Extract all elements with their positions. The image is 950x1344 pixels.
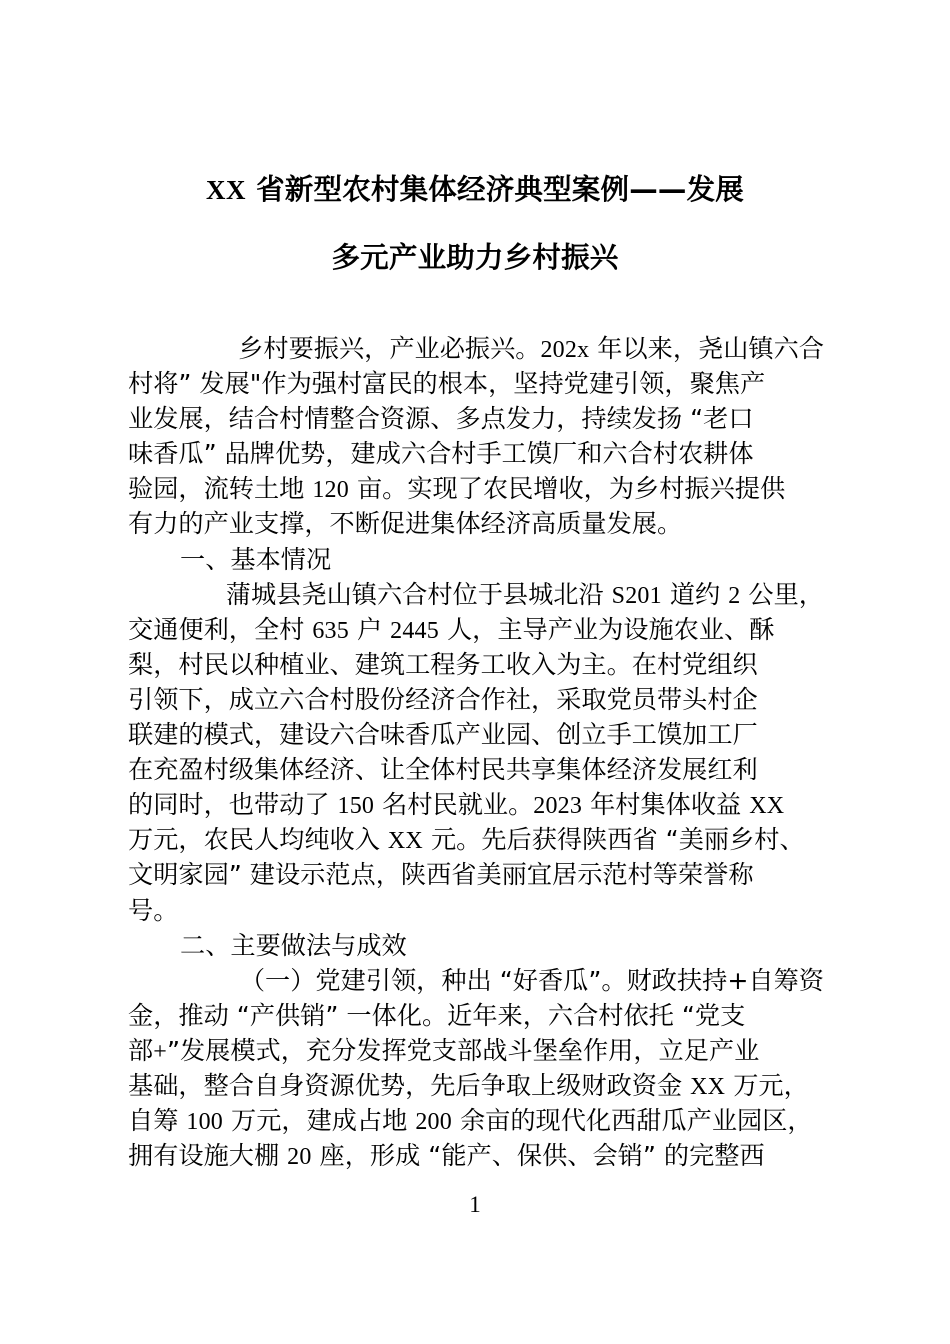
text-line: 万元，农民人均纯收入 XX 元。先后获得陕西省 “美丽乡村、 (128, 825, 805, 855)
text-line: 一、基本情况 (180, 544, 332, 574)
text-line: 文明家园” 建设示范点，陕西省美丽宜居示范村等荣誉称 (128, 860, 754, 890)
title-line-1-text: 省新型农村集体经济典型案例——发展 (245, 173, 745, 206)
text-line: 有力的产业支撑，不断促进集体经济高质量发展。 (128, 509, 683, 539)
text-line: 部+”发展模式，充分发挥党支部战斗堡垒作用，立足产业 (128, 1035, 760, 1065)
text-line: 交通便利，全村 635 户 2445 人，主导产业为设施农业、酥 (128, 614, 775, 644)
document-body (128, 331, 824, 1173)
text-line: 在充盈村级集体经济、让全体村民共享集体经济发展红利 (128, 755, 758, 785)
title-line-1 (128, 168, 822, 212)
text-line: 梨，村民以种植业、建筑工程务工收入为主。在村党组织 (128, 649, 758, 679)
paragraph-intro (128, 331, 824, 542)
text-line: 基础，整合自身资源优势，先后争取上级财政资金 XX 万元， (128, 1070, 809, 1100)
text-line: 验园，流转土地 120 亩。实现了农民增收，为乡村振兴提供 (128, 474, 786, 504)
text-line: 金，推动 “产供销” 一体化。近年来，六合村依托 “党支 (128, 1000, 746, 1030)
line-segment: （一）党建引领，种出 “好香瓜”。财政扶持+自筹资 (239, 965, 824, 995)
text-line (128, 577, 824, 612)
page-number: 1 (469, 1192, 481, 1217)
paragraph-section-2-item-1 (128, 963, 824, 1174)
paragraph-section-1 (128, 577, 824, 928)
text-line: 的同时，也带动了 150 名村民就业。2023 年村集体收益 XX (128, 790, 785, 820)
title-latin-prefix: XX (205, 175, 246, 205)
text-line: 业发展，结合村情整合资源、多点发力，持续发扬 “老口 (128, 404, 754, 434)
text-line: 味香瓜” 品牌优势，建成六合村手工馍厂和六合村农耕体 (128, 439, 754, 469)
text-line: 村将” 发展"作为强村富民的根本，坚持党建引领，聚焦产 (128, 369, 766, 399)
first-line-indent (128, 331, 180, 366)
page-title (128, 168, 822, 279)
line-segment: 蒲城县尧山镇六合村位于县城北沿 S201 道约 2 公里， (225, 579, 824, 609)
text-line (128, 331, 824, 366)
text-line: 自筹 100 万元，建成占地 200 余亩的现代化西甜瓜产业园区， (128, 1106, 813, 1136)
text-line: 引领下，成立六合村股份经济合作社，采取党员带头村企 (128, 684, 758, 714)
section-heading-2 (128, 928, 824, 963)
text-line (128, 963, 824, 998)
first-line-indent (128, 963, 180, 998)
text-line: 号。 (128, 895, 179, 925)
section-heading-1 (128, 542, 824, 577)
text-line: 二、主要做法与成效 (180, 930, 407, 960)
title-line-2: 多元产业助力乡村振兴 (331, 241, 619, 274)
text-line: 联建的模式，建设六合味香瓜产业园、创立手工馍加工厂 (128, 720, 758, 750)
text-line: 拥有设施大棚 20 座，形成 “能产、保供、会销” 的完整西 (128, 1141, 765, 1171)
first-line-indent (128, 577, 180, 612)
line-segment: 乡村要振兴，产业必振兴。202x 年以来，尧山镇六合 (238, 334, 824, 363)
